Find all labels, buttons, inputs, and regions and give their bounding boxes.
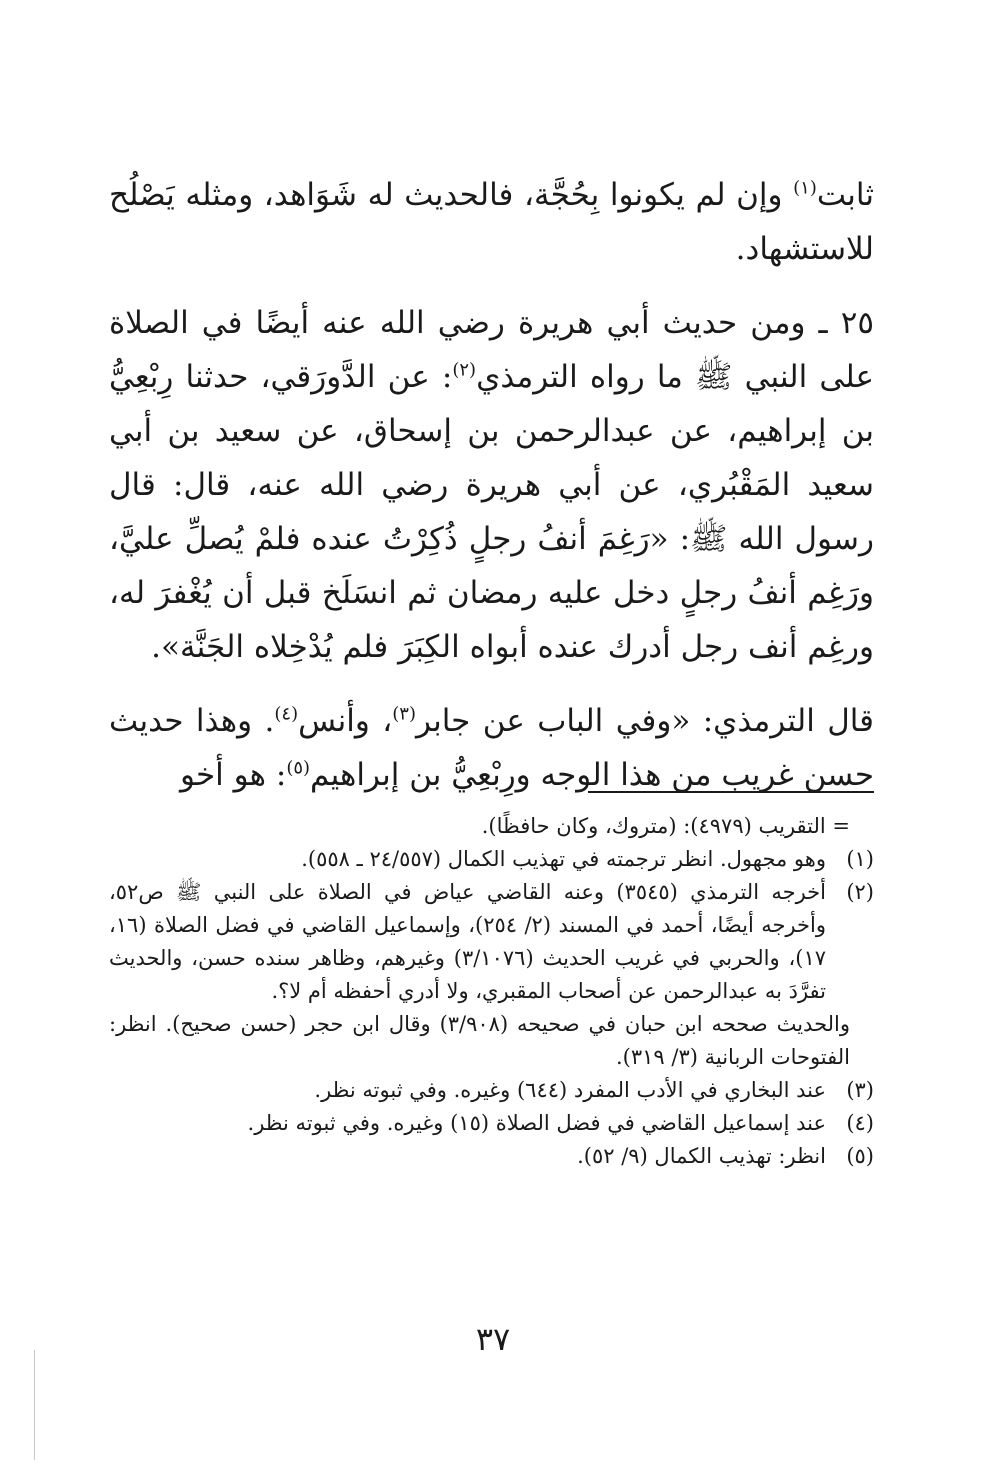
footnote-carryover: = التقريب (٤٩٧٩): (متروك، وكان حافظًا).: [481, 814, 850, 838]
footnote-text: وهو مجهول. انظر ترجمته في تهذيب الكمال (٢٤/٥٥٧ ـ ٥٥٨).: [301, 847, 826, 871]
footnote-ref-2[interactable]: (٢): [452, 359, 477, 381]
paragraph-2: [109, 296, 874, 674]
footnote-2: [109, 876, 874, 1008]
text-run: ٢٥ ـ ومن حديث أبي هريرة رضي الله عنه أيضًا في الصلاة على النبي ﷺ ما رواه الترمذي: [109, 305, 874, 395]
footnote-ref-4[interactable]: (٤): [274, 703, 299, 725]
footnote-number: (٣): [846, 1078, 874, 1102]
footnote-ref-1[interactable]: (١): [793, 177, 817, 199]
footnote-number: (١): [846, 847, 874, 871]
footnote-4: [109, 1107, 874, 1140]
footnote-3: [109, 1074, 874, 1107]
footnote-number: (٢): [846, 880, 874, 904]
paragraph-3: [109, 694, 874, 802]
main-text-body: [109, 168, 874, 802]
footnote-number: (٤): [846, 1111, 874, 1135]
page-number: ٣٧: [475, 1320, 511, 1358]
footnote-text: عند إسماعيل القاضي في فضل الصلاة (١٥) وغيره. وفي ثبوته نظر.: [247, 1111, 826, 1135]
footnote-number: (٥): [846, 1144, 874, 1168]
text-run: : عن الدَّورَقي، حدثنا رِبْعِيُّ بن إبراهيم، عن عبدالرحمن بن إسحاق، عن سعيد بن أبي سعيد المَقْبُري، عن أبي هريرة رضي الله عنه، قال: قال رسول الله ﷺ: «رَغِمَ أنفُ رجلٍ ذُكِرْتُ عنده فلمْ يُصلِّ عليَّ، ورَغِم أنفُ رجلٍ دخل عليه رمضان ثم انسَلَخ قبل أن يُغْفرَ له، ورغِم أنف رجل أدرك عنده أبواه الكِبَرَ فلم يُدْخِلاه الجَنَّة».: [109, 359, 874, 665]
text-run: قال الترمذي: «وفي الباب عن جابر: [416, 703, 874, 739]
footnote-5: [109, 1140, 874, 1173]
footnote-2-continuation: والحديث صححه ابن حبان في صحيحه (٣/٩٠٨) وقال ابن حجر (حسن صحيح). انظر: الفتوحات الربانية (٣/ ٣١٩).: [109, 1012, 850, 1069]
footnote-text: عند البخاري في الأدب المفرد (٦٤٤) وغيره. وفي ثبوته نظر.: [314, 1078, 826, 1102]
footnote-1: [109, 843, 874, 876]
text-run: ، وأنس: [298, 703, 393, 739]
footnote-text: أخرجه الترمذي (٣٥٤٥) وعنه القاضي عياض في الصلاة على النبي ﷺ ص٥٢، وأخرجه أيضًا، أحمد في المسند (٢/ ٢٥٤)، وإسماعيل القاضي في فضل الصلاة (١٦، ١٧)، والحربي في غريب الحديث (٣/١٠٧٦) وغيرهم، وظاهر سنده حسن، والحديث تفرَّدَ به عبدالرحمن عن أصحاب المقبري، ولا أدري أحفظه أم لا؟.: [109, 880, 826, 1003]
text-run: وإن لم يكونوا بِحُجَّة، فالحديث له شَوَاهد، ومثله يَصْلُح للاستشهاد.: [109, 177, 874, 267]
footnote-separator: [588, 791, 874, 793]
footnote-ref-5[interactable]: (٥): [286, 757, 311, 779]
footnote-text: انظر: تهذيب الكمال (٩/ ٥٢).: [577, 1144, 826, 1168]
footnotes-section: [109, 810, 874, 1173]
scan-edge-mark: [34, 1350, 35, 1460]
text-run: : هو أخو: [180, 757, 287, 793]
text-run: ثابت: [816, 177, 874, 213]
text-run: . وهذا حديث حسن غريب من هذا الوجه ورِبْعِيُّ بن إبراهيم: [109, 703, 874, 793]
paragraph-1: [109, 168, 874, 276]
footnote-ref-3[interactable]: (٣): [392, 703, 416, 725]
